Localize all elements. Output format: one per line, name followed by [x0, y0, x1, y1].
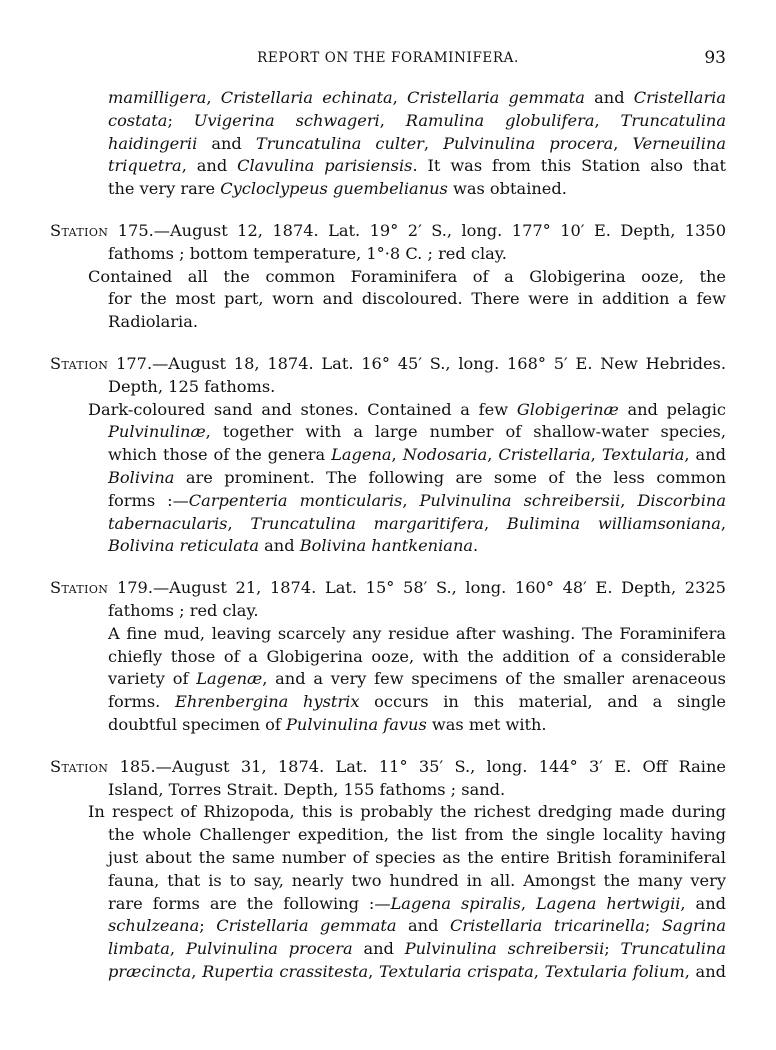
document-body [50, 87, 726, 984]
text-run: , [191, 961, 203, 981]
text-run: , and a very few specimens of the smaller arenaceous [262, 669, 726, 689]
text-run: , [533, 961, 545, 981]
text-line [50, 915, 726, 938]
text-line [50, 243, 726, 266]
page-number: 93 [704, 48, 726, 68]
text-run: , [368, 961, 380, 981]
text-run: , [620, 490, 638, 510]
species-name: Nodosaria [402, 445, 488, 465]
species-name: limbata [108, 939, 170, 959]
species-name: costata [108, 110, 168, 130]
species-name: Verneuilina [632, 133, 726, 153]
paragraph-gap [50, 201, 726, 220]
text-run: just about the same number of species as the entire British foraminiferal [108, 847, 726, 867]
species-name: Cristellaria gemmata [216, 916, 397, 936]
text-line [50, 961, 726, 984]
text-run: , [379, 110, 406, 130]
text-run: , and [684, 961, 726, 981]
text-line [50, 87, 726, 110]
text-run: 185.—August 31, 1874. Lat. 11° 35′ S., long. 144° 3′ E. Off Raine [108, 756, 726, 776]
species-name: schulzeana [108, 916, 200, 936]
text-line [50, 870, 726, 893]
text-run: Contained all the common Foraminifera of a Globigerina ooze, the [88, 266, 726, 286]
species-name: Cristellaria [498, 445, 591, 465]
text-line [50, 266, 726, 289]
text-run: ; [604, 939, 621, 959]
text-run: and [352, 939, 405, 959]
species-name: Pulvinulina procera [185, 939, 353, 959]
text-run: , [720, 513, 726, 533]
species-name: Discorbina [637, 490, 726, 510]
text-run: fauna, that is to say, nearly two hundred in all. Amongst the many very [108, 870, 726, 890]
text-run: fathoms ; red clay. [108, 600, 259, 620]
text-run: Dark-coloured sand and stones. Contained a few [88, 399, 517, 419]
text-run: , [590, 445, 602, 465]
species-name: Cristellaria tricarinella [450, 916, 645, 936]
text-run: , and [684, 445, 726, 465]
text-line [50, 600, 726, 623]
species-name: Pulvinulina schreibersii [404, 939, 605, 959]
text-run: and [396, 916, 451, 936]
station-label: Station [50, 220, 109, 240]
text-run: 177.—August 18, 1874. Lat. 16° 45′ S., long. 168° 5′ E. New Hebrides. [108, 353, 726, 373]
station-label: Station [50, 353, 109, 373]
text-line [50, 893, 726, 916]
text-line [50, 938, 726, 961]
text-line [50, 444, 726, 467]
species-name: Truncatulina margaritifera [250, 513, 484, 533]
running-title: REPORT ON THE FORAMINIFERA. [257, 50, 519, 66]
species-name: Pulvinulina schreibersii [419, 490, 621, 510]
text-run: ; [199, 916, 217, 936]
text-run: and [197, 133, 256, 153]
species-name: Cycloclypeus guembelianus [220, 179, 448, 199]
text-run: , [487, 445, 499, 465]
species-name: Textularia [601, 445, 685, 465]
species-name: Textularia folium [544, 961, 685, 981]
text-line [50, 311, 726, 334]
species-name: Ramulina globulifera [405, 110, 595, 130]
text-run: , [206, 88, 221, 107]
species-name: Pulvinulina procera [443, 133, 614, 153]
text-run: forms. [108, 692, 176, 712]
text-run: was obtained. [447, 179, 567, 199]
text-line [50, 155, 726, 178]
text-line [50, 714, 726, 737]
text-run: . [473, 536, 479, 556]
text-run: , and [181, 156, 238, 176]
text-line [50, 577, 726, 600]
text-line [50, 353, 726, 376]
text-line [50, 801, 726, 824]
text-run: for the most part, worn and discoloured. There were in addition a few [108, 289, 726, 309]
text-line [50, 847, 726, 870]
species-name: Bulimina williamsoniana [506, 513, 721, 533]
text-run: , [483, 513, 507, 533]
text-run: and pelagic [618, 399, 726, 419]
species-name: Cristellaria gemmata [407, 88, 585, 107]
text-run: , [520, 893, 537, 913]
entry-station-185 [50, 756, 726, 984]
species-name: Textularia crispata [379, 961, 534, 981]
species-name: Pulvinulinæ [108, 422, 206, 442]
species-name: Bolivina hantkeniana [299, 536, 474, 556]
species-name: triquetra [108, 156, 182, 176]
text-line [50, 535, 726, 558]
text-line [50, 178, 726, 201]
text-run: A fine mud, leaving scarcely any residue after washing. The Foraminifera [108, 623, 726, 643]
text-run: , [402, 490, 420, 510]
species-name: haidingerii [108, 133, 198, 153]
page-header [50, 48, 726, 72]
text-run: ; [167, 110, 194, 130]
text-run: occurs in this material, and a single [374, 692, 726, 712]
entry-station-177 [50, 353, 726, 558]
text-line [50, 220, 726, 243]
text-line [50, 110, 726, 133]
text-run: forms :— [108, 490, 189, 510]
species-name: præcincta [108, 961, 192, 981]
text-line [50, 399, 726, 422]
station-label: Station [50, 756, 109, 776]
text-run: , [594, 110, 621, 130]
text-line [50, 288, 726, 311]
species-name: mamilligera [108, 88, 207, 107]
species-name: Uvigerina schwageri [193, 110, 380, 130]
text-run: chiefly those of a Globigerina ooze, with the addition of a considerable [108, 646, 726, 666]
text-run: which those of the genera [108, 445, 332, 465]
text-line [50, 133, 726, 156]
text-line [50, 513, 726, 536]
text-run: Depth, 125 fathoms. [108, 376, 276, 396]
text-line [50, 646, 726, 669]
text-run: rare forms are the following :— [108, 893, 391, 913]
text-run: fathoms ; bottom temperature, 1°·8 C. ; red clay. [108, 243, 507, 263]
species-name: Ehrenbergina hystrix [175, 692, 360, 712]
text-run: , [391, 445, 403, 465]
species-name: Lagena spiralis [390, 893, 521, 913]
text-run: , [169, 939, 186, 959]
text-run: 175.—August 12, 1874. Lat. 19° 2′ S., long. 177° 10′ E. Depth, 1350 [108, 220, 726, 240]
text-run: the very rare [108, 179, 221, 199]
text-run: and [584, 88, 634, 107]
text-line [50, 824, 726, 847]
text-run: variety of [108, 669, 197, 689]
text-line [50, 421, 726, 444]
species-name: Carpenteria monticularis [188, 490, 403, 510]
text-run: ; [644, 916, 662, 936]
entry-station-175 [50, 220, 726, 334]
species-name: Bolivina reticulata [108, 536, 260, 556]
text-run: . It was from this Station also that [412, 156, 726, 176]
text-line [50, 376, 726, 399]
paragraph-gap [50, 334, 726, 353]
entry-station-179 [50, 577, 726, 737]
species-name: Lagenæ [196, 669, 263, 689]
species-name: Pulvinulina favus [286, 714, 427, 734]
species-name: Globigerinæ [516, 399, 619, 419]
text-run: was met with. [426, 714, 547, 734]
species-name: Rupertia crassitesta [202, 961, 369, 981]
paragraph-gap [50, 737, 726, 756]
text-line [50, 779, 726, 802]
species-name: Truncatulina [620, 939, 726, 959]
text-run: Island, Torres Strait. Depth, 155 fathoms ; sand. [108, 779, 506, 799]
species-name: Lagena hertwigii [536, 893, 681, 913]
species-name: Cristellaria [633, 88, 726, 107]
text-run: , [392, 88, 408, 107]
text-run: , and [680, 893, 726, 913]
species-name: Truncatulina [620, 110, 726, 130]
station-label: Station [50, 578, 109, 598]
text-run: are prominent. The following are some of the less common [174, 467, 726, 487]
text-line [50, 691, 726, 714]
text-run: doubtful specimen of [108, 714, 287, 734]
species-name: Truncatulina culter [255, 133, 424, 153]
text-line [50, 623, 726, 646]
text-run: , [227, 513, 251, 533]
text-run: , [613, 133, 633, 153]
text-line [50, 490, 726, 513]
species-name: tabernacularis [108, 513, 228, 533]
text-run: In respect of Rhizopoda, this is probably the richest dredging made during [88, 802, 726, 822]
species-name: Clavulina parisiensis [237, 156, 413, 176]
text-run: 179.—August 21, 1874. Lat. 15° 58′ S., long. 160° 48′ E. Depth, 2325 [108, 578, 726, 598]
paragraph-gap [50, 558, 726, 577]
species-name: Cristellaria echinata [220, 88, 393, 107]
entry-cont [50, 87, 726, 201]
text-run: , together with a large number of shallow-water species, [205, 422, 726, 442]
species-name: Lagena [331, 445, 392, 465]
text-line [50, 467, 726, 490]
text-run: the whole Challenger expedition, the list from the single locality having [108, 825, 726, 845]
text-line [50, 756, 726, 779]
species-name: Sagrina [661, 916, 726, 936]
text-run: Radiolaria. [108, 312, 199, 332]
text-run: and [259, 536, 300, 556]
text-line [50, 668, 726, 691]
text-run: , [423, 133, 444, 153]
species-name: Bolivina [108, 467, 175, 487]
